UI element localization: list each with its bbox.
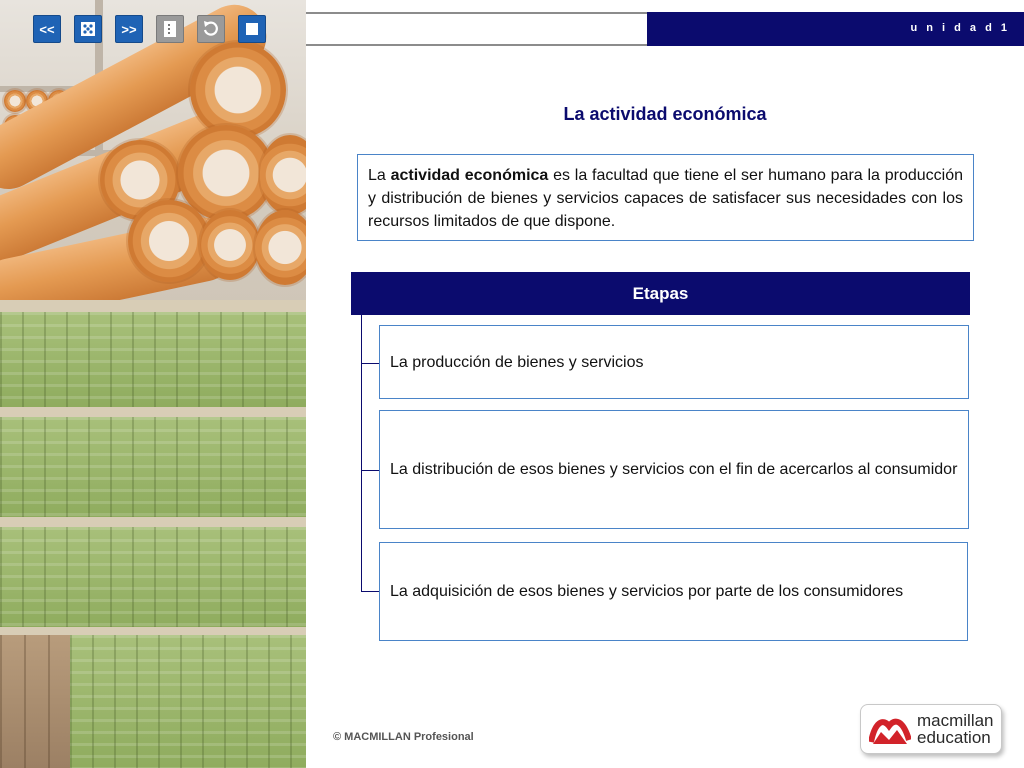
page-title: La actividad económica xyxy=(563,104,767,124)
stage-box-production[interactable] xyxy=(379,325,969,399)
undo-arrow-icon xyxy=(202,20,220,38)
macmillan-logo-icon xyxy=(869,712,911,746)
stop-button[interactable] xyxy=(238,15,266,43)
background-photo xyxy=(0,0,306,768)
definition-term: actividad económica xyxy=(390,167,549,184)
stages-title: Etapas xyxy=(632,283,689,303)
stage-text: La producción de bienes y servicios xyxy=(390,353,644,371)
navigation-toolbar xyxy=(33,15,266,43)
macmillan-education-logo xyxy=(860,704,1002,754)
definition-box xyxy=(357,154,974,241)
logo-line-2: education xyxy=(917,728,991,747)
definition-text-start: La xyxy=(368,167,391,184)
definition-text-end: es la facultad que tiene el ser humano para la producción y distribución de bienes y servicios capaces de satisfacer sus necesidades con los recursos limitados de que dispone. xyxy=(368,167,963,230)
stage-text: La adquisición de esos bienes y servicios por parte de los consumidores xyxy=(390,583,904,600)
stage-text: La distribución de esos bienes y servicios con el fin de acercarlos al consumidor xyxy=(390,461,958,478)
index-button[interactable] xyxy=(74,15,102,43)
stage-box-acquisition[interactable] xyxy=(379,542,968,641)
grid-dots-icon xyxy=(80,21,96,37)
connector-tick xyxy=(361,363,379,364)
header-divider xyxy=(306,12,647,46)
document-icon xyxy=(163,20,177,38)
stop-square-icon xyxy=(246,23,258,35)
back-button[interactable] xyxy=(197,15,225,43)
previous-button[interactable]: << xyxy=(33,15,61,43)
connector-tick xyxy=(361,470,379,471)
logo-line-1: macmillan xyxy=(917,711,994,730)
next-button[interactable]: >> xyxy=(115,15,143,43)
stage-box-distribution[interactable] xyxy=(379,410,969,529)
stages-header[interactable] xyxy=(351,272,970,315)
copyright-text: © MACMILLAN Profesional xyxy=(333,731,474,743)
stages-connector-line xyxy=(361,315,362,592)
connector-tick xyxy=(361,591,379,592)
menu-button[interactable] xyxy=(156,15,184,43)
unit-label: u n i d a d 1 xyxy=(910,22,1010,34)
